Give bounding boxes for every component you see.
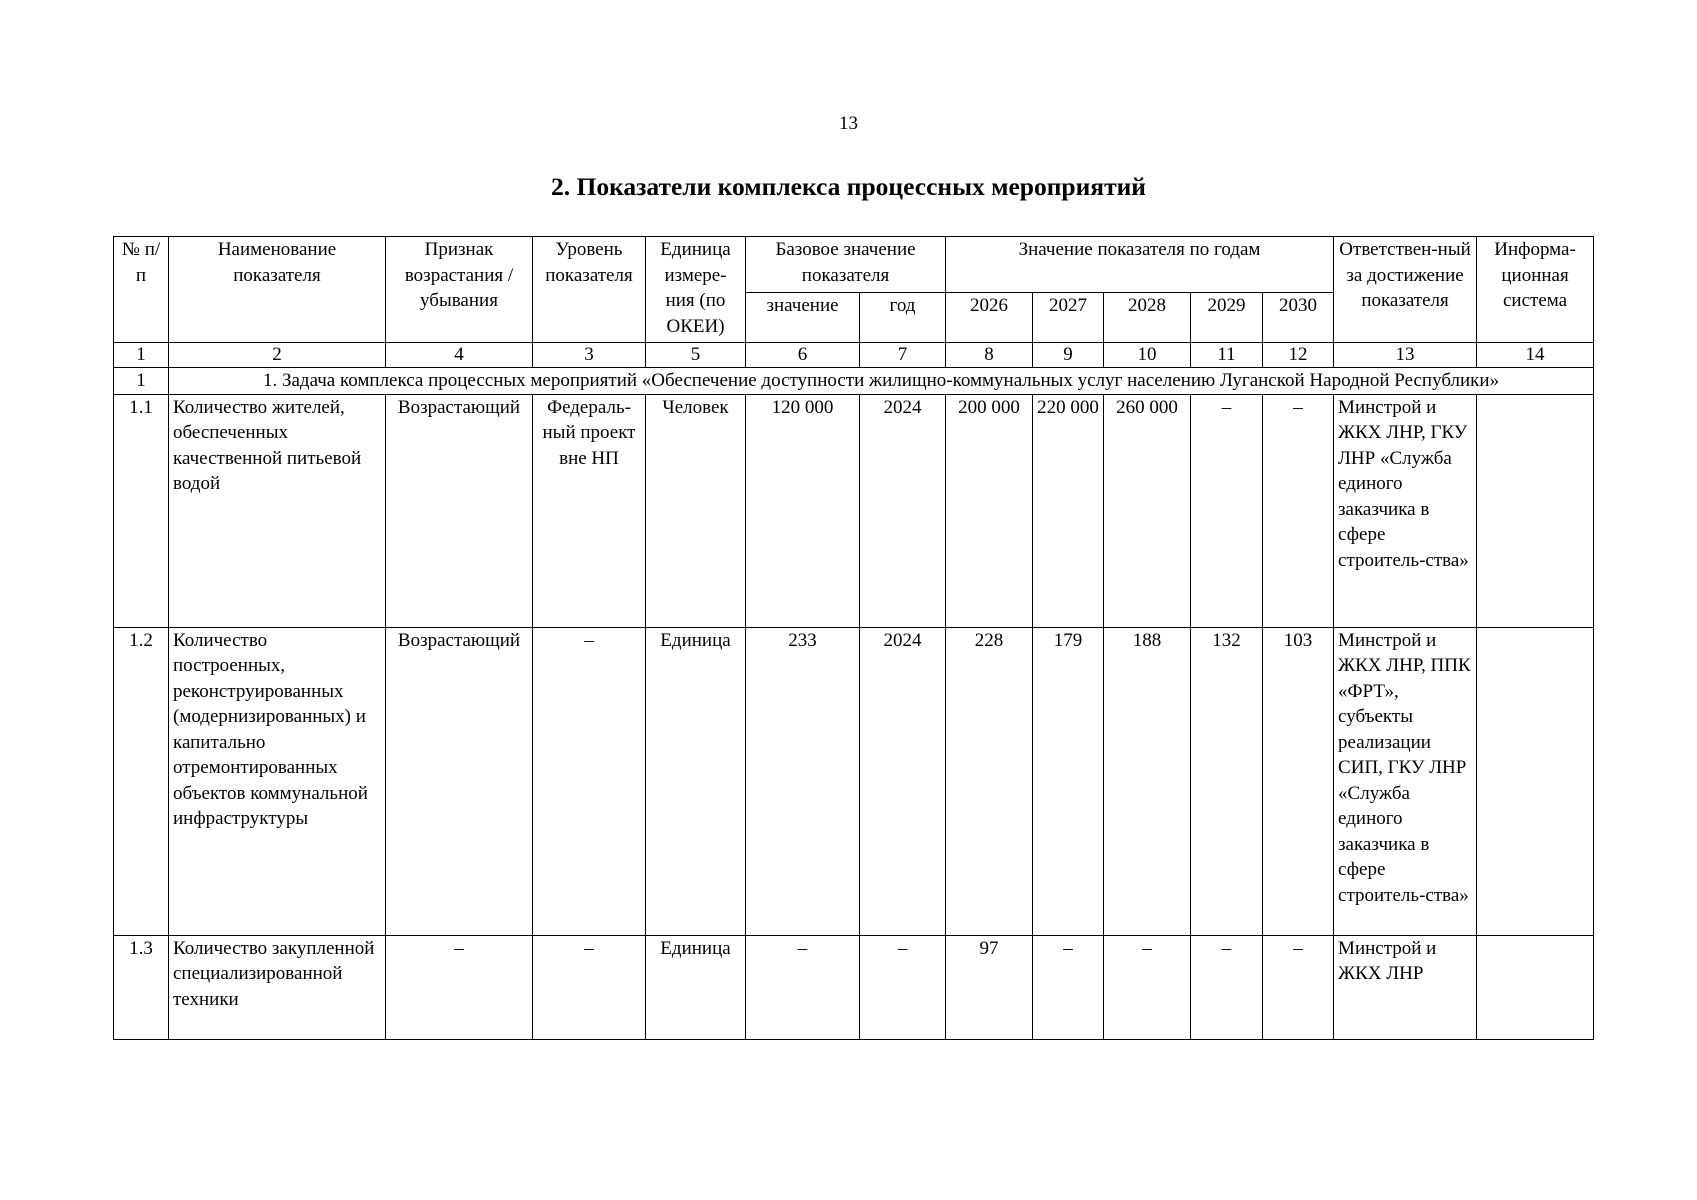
column-number: 13 — [1334, 343, 1477, 368]
value-2029: 132 — [1191, 627, 1263, 935]
value-2029: – — [1191, 394, 1263, 627]
base-year: 2024 — [860, 394, 946, 627]
header-num: № п/п — [114, 237, 169, 343]
task-title: 1. Задача комплекса процессных мероприятий «Обеспечение доступности жилищно-коммунальных услуг населению Луганской Народной Республики» — [169, 368, 1594, 395]
column-number: 12 — [1263, 343, 1334, 368]
header-responsible: Ответствен-ный за достижение показателя — [1334, 237, 1477, 343]
value-2028: 188 — [1104, 627, 1191, 935]
column-number: 7 — [860, 343, 946, 368]
value-2030: – — [1263, 935, 1334, 1039]
indicator-unit: Единица — [646, 627, 746, 935]
responsible: Минстрой и ЖКХ ЛНР, ГКУ ЛНР «Служба единого заказчика в сфере строитель-ства» — [1334, 394, 1477, 627]
base-value: 233 — [746, 627, 860, 935]
indicator-name: Количество закупленной специализированной техники — [169, 935, 386, 1039]
indicator-sign: – — [386, 935, 533, 1039]
column-number: 9 — [1033, 343, 1104, 368]
header-year-2028: 2028 — [1104, 293, 1191, 343]
indicator-sign: Возрастающий — [386, 627, 533, 935]
row-num: 1.3 — [114, 935, 169, 1039]
info-system — [1477, 935, 1594, 1039]
table-row — [114, 394, 1594, 627]
value-2027: – — [1033, 935, 1104, 1039]
header-year-2027: 2027 — [1033, 293, 1104, 343]
indicator-name: Количество построенных, реконструированных (модернизированных) и капитально отремонтированных объектов коммунальной инфраструктуры — [169, 627, 386, 935]
base-year: 2024 — [860, 627, 946, 935]
value-2027: 220 000 — [1033, 394, 1104, 627]
header-unit: Единица измере-ния (по ОКЕИ) — [646, 237, 746, 343]
base-year: – — [860, 935, 946, 1039]
indicator-level: Федераль-ный проект вне НП — [533, 394, 646, 627]
table-row — [114, 935, 1594, 1039]
column-number: 2 — [169, 343, 386, 368]
column-number: 1 — [114, 343, 169, 368]
header-years: Значение показателя по годам — [946, 237, 1334, 293]
indicator-sign: Возрастающий — [386, 394, 533, 627]
indicator-level: – — [533, 935, 646, 1039]
header-base-value: значение — [746, 293, 860, 343]
column-numbers-row — [114, 343, 1594, 368]
column-number: 6 — [746, 343, 860, 368]
value-2026: 97 — [946, 935, 1033, 1039]
header-infosys: Информа-ционная система — [1477, 237, 1594, 343]
base-value: 120 000 — [746, 394, 860, 627]
column-number: 8 — [946, 343, 1033, 368]
column-number: 3 — [533, 343, 646, 368]
table-row — [114, 627, 1594, 935]
value-2028: – — [1104, 935, 1191, 1039]
column-number: 14 — [1477, 343, 1594, 368]
value-2026: 228 — [946, 627, 1033, 935]
indicator-name: Количество жителей, обеспеченных качественной питьевой водой — [169, 394, 386, 627]
column-number: 4 — [386, 343, 533, 368]
task-row — [114, 368, 1594, 395]
info-system — [1477, 394, 1594, 627]
value-2030: 103 — [1263, 627, 1334, 935]
responsible: Минстрой и ЖКХ ЛНР, ППК «ФРТ», субъекты реализации СИП, ГКУ ЛНР «Служба единого заказчика в сфере строитель-ства» — [1334, 627, 1477, 935]
header-base: Базовое значение показателя — [746, 237, 946, 293]
indicator-level: – — [533, 627, 646, 935]
value-2027: 179 — [1033, 627, 1104, 935]
header-year-2026: 2026 — [946, 293, 1033, 343]
header-year-2029: 2029 — [1191, 293, 1263, 343]
task-num: 1 — [114, 368, 169, 395]
header-year-2030: 2030 — [1263, 293, 1334, 343]
page-number: 13 — [839, 113, 858, 134]
header-base-year: год — [860, 293, 946, 343]
row-num: 1.2 — [114, 627, 169, 935]
indicator-unit: Единица — [646, 935, 746, 1039]
indicators-table — [113, 236, 1594, 1040]
column-number: 10 — [1104, 343, 1191, 368]
page-title: 2. Показатели комплекса процессных мероприятий — [550, 172, 1147, 201]
header-level: Уровень показателя — [533, 237, 646, 343]
column-number: 11 — [1191, 343, 1263, 368]
base-value: – — [746, 935, 860, 1039]
column-number: 5 — [646, 343, 746, 368]
value-2029: – — [1191, 935, 1263, 1039]
value-2028: 260 000 — [1104, 394, 1191, 627]
row-num: 1.1 — [114, 394, 169, 627]
responsible: Минстрой и ЖКХ ЛНР — [1334, 935, 1477, 1039]
indicator-unit: Человек — [646, 394, 746, 627]
header-name: Наименование показателя — [169, 237, 386, 343]
header-sign: Признак возрастания / убывания — [386, 237, 533, 343]
info-system — [1477, 627, 1594, 935]
value-2030: – — [1263, 394, 1334, 627]
value-2026: 200 000 — [946, 394, 1033, 627]
